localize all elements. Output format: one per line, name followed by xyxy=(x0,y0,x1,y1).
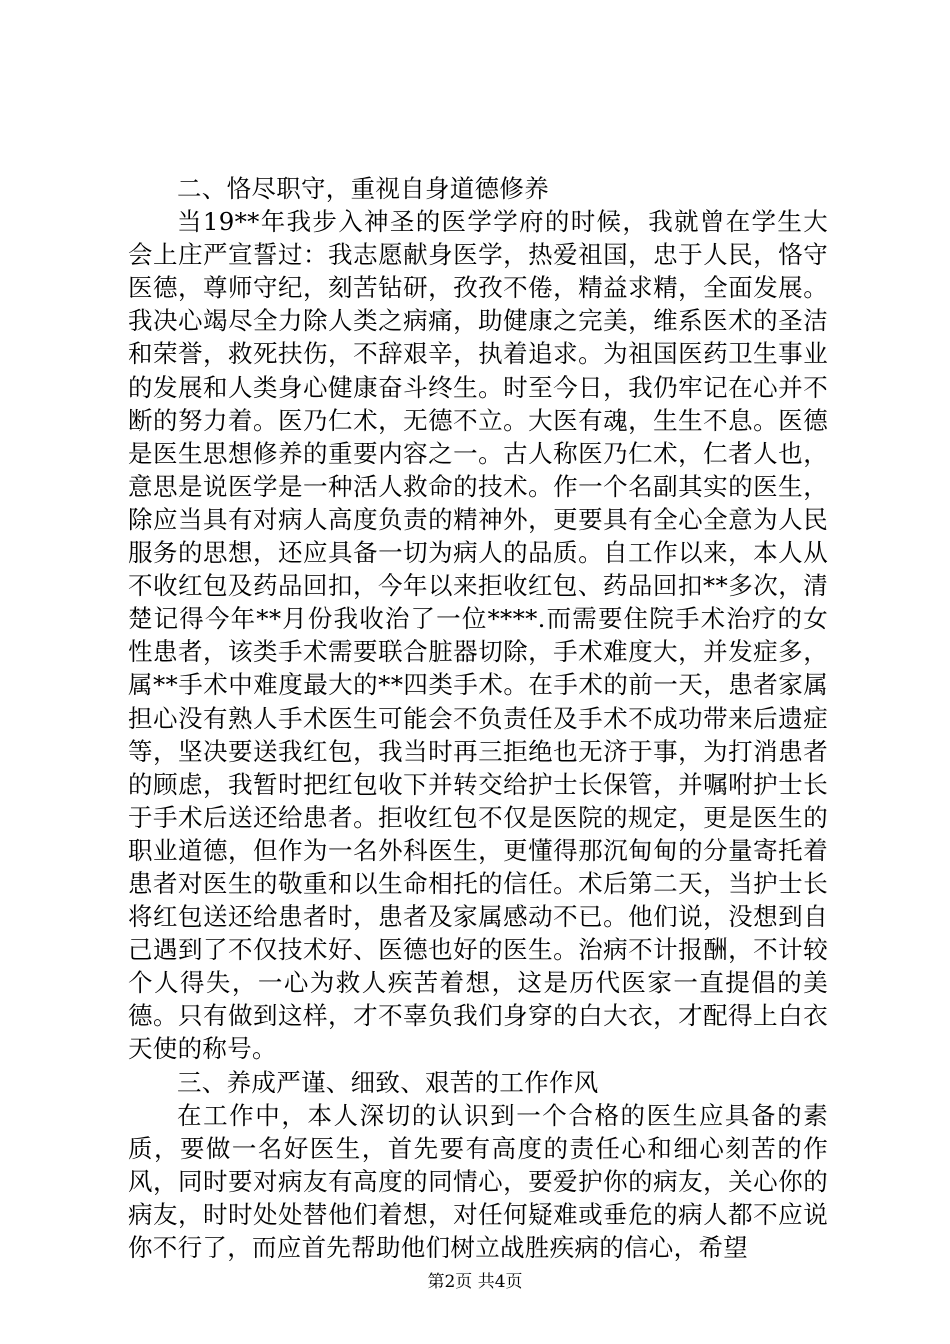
section-heading-2: 二、恪尽职守，重视自身道德修养 xyxy=(177,174,549,203)
section-heading-3: 三、养成严谨、细致、艰苦的工作作风 xyxy=(177,1067,599,1097)
section-paragraph-3: 在工作中，本人深切的认识到一个合格的医生应具备的素质，要做一名好医生，首先要有高度的责任心和细心刻苦的作风，同时要对病友有高度的同情心，要爱护你的病友，关心你的病友，时时处处替他们着想，对任何疑难或垂危的病人都不应说你不行了，而应首先帮助他们树立战胜疾病的信心，希望 xyxy=(128,1100,828,1262)
page-footer: 第2页 共4页 xyxy=(427,1272,523,1292)
section-paragraph-2: 当19**年我步入神圣的医学学府的时候，我就曾在学生大会上庄严宣誓过：我志愿献身医学，热爱祖国，忠于人民，恪守医德，尊师守纪，刻苦钻研，孜孜不倦，精益求精，全面发展。我决心竭尽全力除人类之病痛，助健康之完美，维系医术的圣洁和荣誉，救死扶伤，不辞艰辛，执着追求。为祖国医药卫生事业的发展和人类身心健康奋斗终生。时至今日，我仍牢记在心并不断的努力着。医乃仁术，无德不立。大医有魂，生生不息。医德是医生思想修养的重要内容之一。古人称医乃仁术，仁者人也，意思是说医学是一种活人救命的技术。作一个名副其实的医生，除应当具有对病人高度负责的精神外，更要具有全心全意为人民服务的思想，还应具备一切为病人的品质。自工作以来，本人从不收红包及药品回扣，今年以来拒收红包、药品回扣**多次，清楚记得今年**月份我收治了一位****.而需要住院手术治疗的女性患者，该类手术需要联合脏器切除，手术难度大，并发症多，属**手术中难度最大的**四类手术。在手术的前一天，患者家属担心没有熟人手术医生可能会不负责任及手术不成功带来后遗症等，坚决要送我红包，我当时再三拒绝也无济于事，为打消患者的顾虑，我暂时把红包收下并转交给护士长保管，并嘱咐护士长于手术后送还给患者。拒收红包不仅是医院的规定，更是医生的职业道德，但作为一名外科医生，更懂得那沉甸甸的分量寄托着患者对医生的敬重和以生命相托的信任。术后第二天，当护士长将红包送还给患者时，患者及家属感动不已。他们说，没想到自己遇到了不仅技术好、医德也好的医生。治病不计报酬，不计较个人得失，一心为救人疾苦着想，这是历代医家一直提倡的美德。只有做到这样，才不辜负我们身穿的白大衣，才配得上白衣天使的称号。 xyxy=(128,207,828,1064)
document-body xyxy=(128,172,828,1264)
